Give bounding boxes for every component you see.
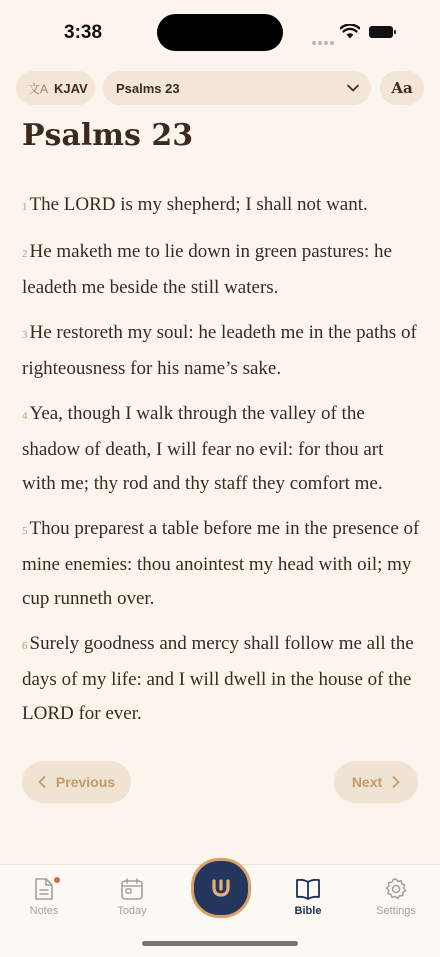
tab-today[interactable] <box>97 877 167 917</box>
chevron-left-icon <box>38 776 46 788</box>
chapter-title: Psalms 23 <box>22 118 194 153</box>
tab-settings[interactable] <box>361 877 431 917</box>
dynamic-island <box>157 14 283 51</box>
next-chapter-button[interactable] <box>334 761 418 803</box>
verse[interactable] <box>22 512 420 616</box>
verse[interactable] <box>22 316 420 386</box>
verse-text: Thou preparest a table before me in the presence of mine enemies: thou anointest my head with oil; my cup runneth over. <box>22 518 420 609</box>
status-time: 3:38 <box>64 22 103 43</box>
verse-number: 5 <box>22 525 28 537</box>
previous-label: Previous <box>55 774 116 790</box>
gear-icon <box>384 877 408 901</box>
verse[interactable] <box>22 188 420 224</box>
verse-text: Surely goodness and mercy shall follow me all the days of my life: and I will dwell in the house of the LORD for ever. <box>22 633 414 724</box>
center-action-button[interactable] <box>191 858 251 918</box>
tab-label: Today <box>117 905 147 917</box>
book-icon <box>295 877 321 901</box>
tab-bible[interactable] <box>273 877 343 917</box>
verse-text: The LORD is my shepherd; I shall not want. <box>29 194 368 215</box>
verse-number: 2 <box>22 248 28 260</box>
verse-number: 3 <box>22 329 28 341</box>
calendar-icon <box>120 877 144 901</box>
next-label: Next <box>351 774 383 790</box>
notification-dot <box>54 877 60 883</box>
home-indicator <box>142 941 298 946</box>
previous-chapter-button[interactable] <box>22 761 131 803</box>
translate-icon: 文A <box>28 81 49 96</box>
version-button[interactable] <box>16 71 95 105</box>
chapter-selector[interactable] <box>103 71 371 105</box>
chevron-down-icon <box>347 84 359 92</box>
battery-icon <box>369 26 393 38</box>
verse[interactable] <box>22 627 420 731</box>
chapter-selector-label: Psalms 23 <box>116 80 180 96</box>
tab-label: Notes <box>29 905 59 917</box>
tab-label: Bible <box>294 905 322 917</box>
notes-icon <box>33 877 55 901</box>
verse-text: He restoreth my soul: he leadeth me in the paths of righteousness for his name’s sake. <box>22 322 417 379</box>
verse[interactable] <box>22 397 420 501</box>
reader-toolbar <box>16 71 424 105</box>
font-settings-button[interactable] <box>380 71 424 105</box>
version-label: KJAV <box>54 80 88 96</box>
cellular-signal-icon <box>312 32 336 50</box>
verse-text: He maketh me to lie down in green pastures: he leadeth me beside the still waters. <box>22 241 392 298</box>
verse-list <box>22 188 420 742</box>
verse-number: 1 <box>22 201 28 213</box>
tab-notes[interactable] <box>9 877 79 917</box>
verse[interactable] <box>22 235 420 305</box>
chevron-right-icon <box>392 776 400 788</box>
verse-number: 4 <box>22 410 28 422</box>
verse-text: Yea, though I walk through the valley of the shadow of death, I will fear no evil: for thou art with me; thy rod and thy staff they comfort me. <box>22 403 384 494</box>
verse-number: 6 <box>22 640 28 652</box>
app-logo-icon <box>210 878 232 898</box>
wifi-icon <box>340 24 360 39</box>
font-settings-label: Aa <box>391 79 413 97</box>
status-bar <box>0 0 440 64</box>
tab-label: Settings <box>376 905 416 917</box>
